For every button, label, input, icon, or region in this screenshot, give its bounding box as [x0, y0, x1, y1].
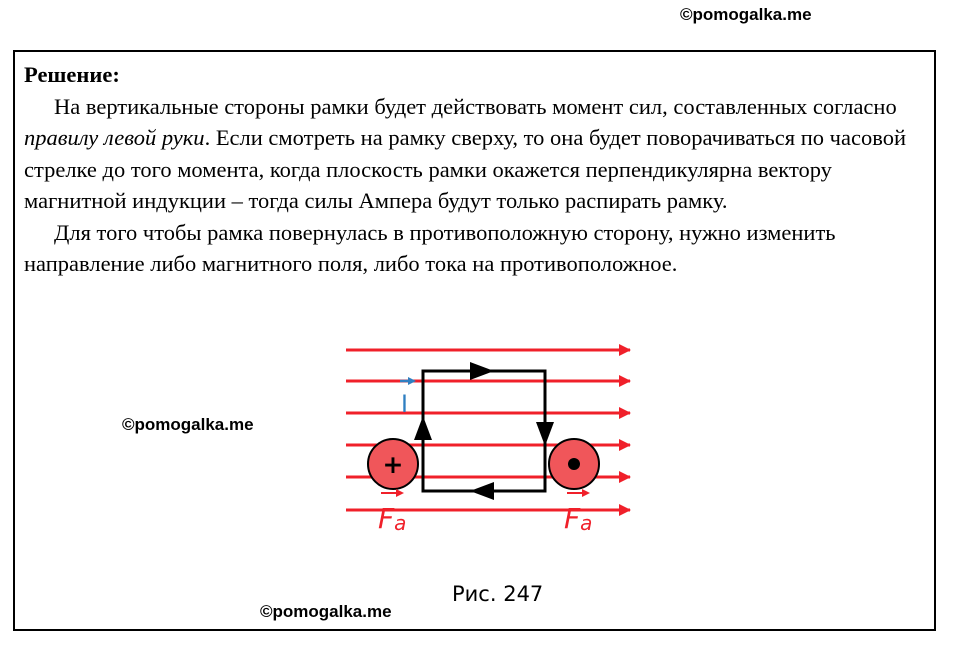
left-hand-rule-term: правилу левой руки	[24, 125, 205, 150]
watermark-top: ©pomogalka.me	[680, 5, 812, 24]
figure-caption: Рис. 247	[452, 582, 544, 606]
arrow-left-up	[414, 416, 432, 440]
svg-text:Fa: Fa	[378, 502, 407, 535]
svg-text:Fa: Fa	[564, 502, 593, 535]
watermark-left: ©pomogalka.me	[122, 415, 254, 434]
force-label-right	[564, 489, 592, 535]
dot-symbol	[568, 458, 580, 470]
current-loop	[423, 371, 545, 491]
arrow-bottom-left	[470, 482, 494, 500]
cross-symbol: +	[382, 450, 404, 479]
solution-heading: Решение:	[24, 62, 120, 87]
current-label: I	[401, 390, 408, 418]
arrow-top-right	[470, 362, 494, 380]
right-conductor	[549, 439, 599, 489]
force-label-left	[378, 489, 406, 535]
arrow-right-down	[536, 422, 554, 446]
left-conductor	[368, 439, 418, 489]
paragraph-1: На вертикальные стороны рамки будет действовать момент сил, составленных согласно правилу левой руки. Если смотреть на рамку сверху, то она будет поворачиваться по часовой стрелке до того момента, когда плоскость рамки окажется перпендикулярна вектору магнитной индукции – тогда силы Ампера будут только распирать рамку.	[24, 93, 906, 213]
paragraph-2: Для того чтобы рамка повернулась в противоположную сторону, нужно изменить направление либо магнитного поля, либо тока на противоположное.	[24, 219, 836, 276]
watermark-bottom: ©pomogalka.me	[260, 602, 392, 621]
